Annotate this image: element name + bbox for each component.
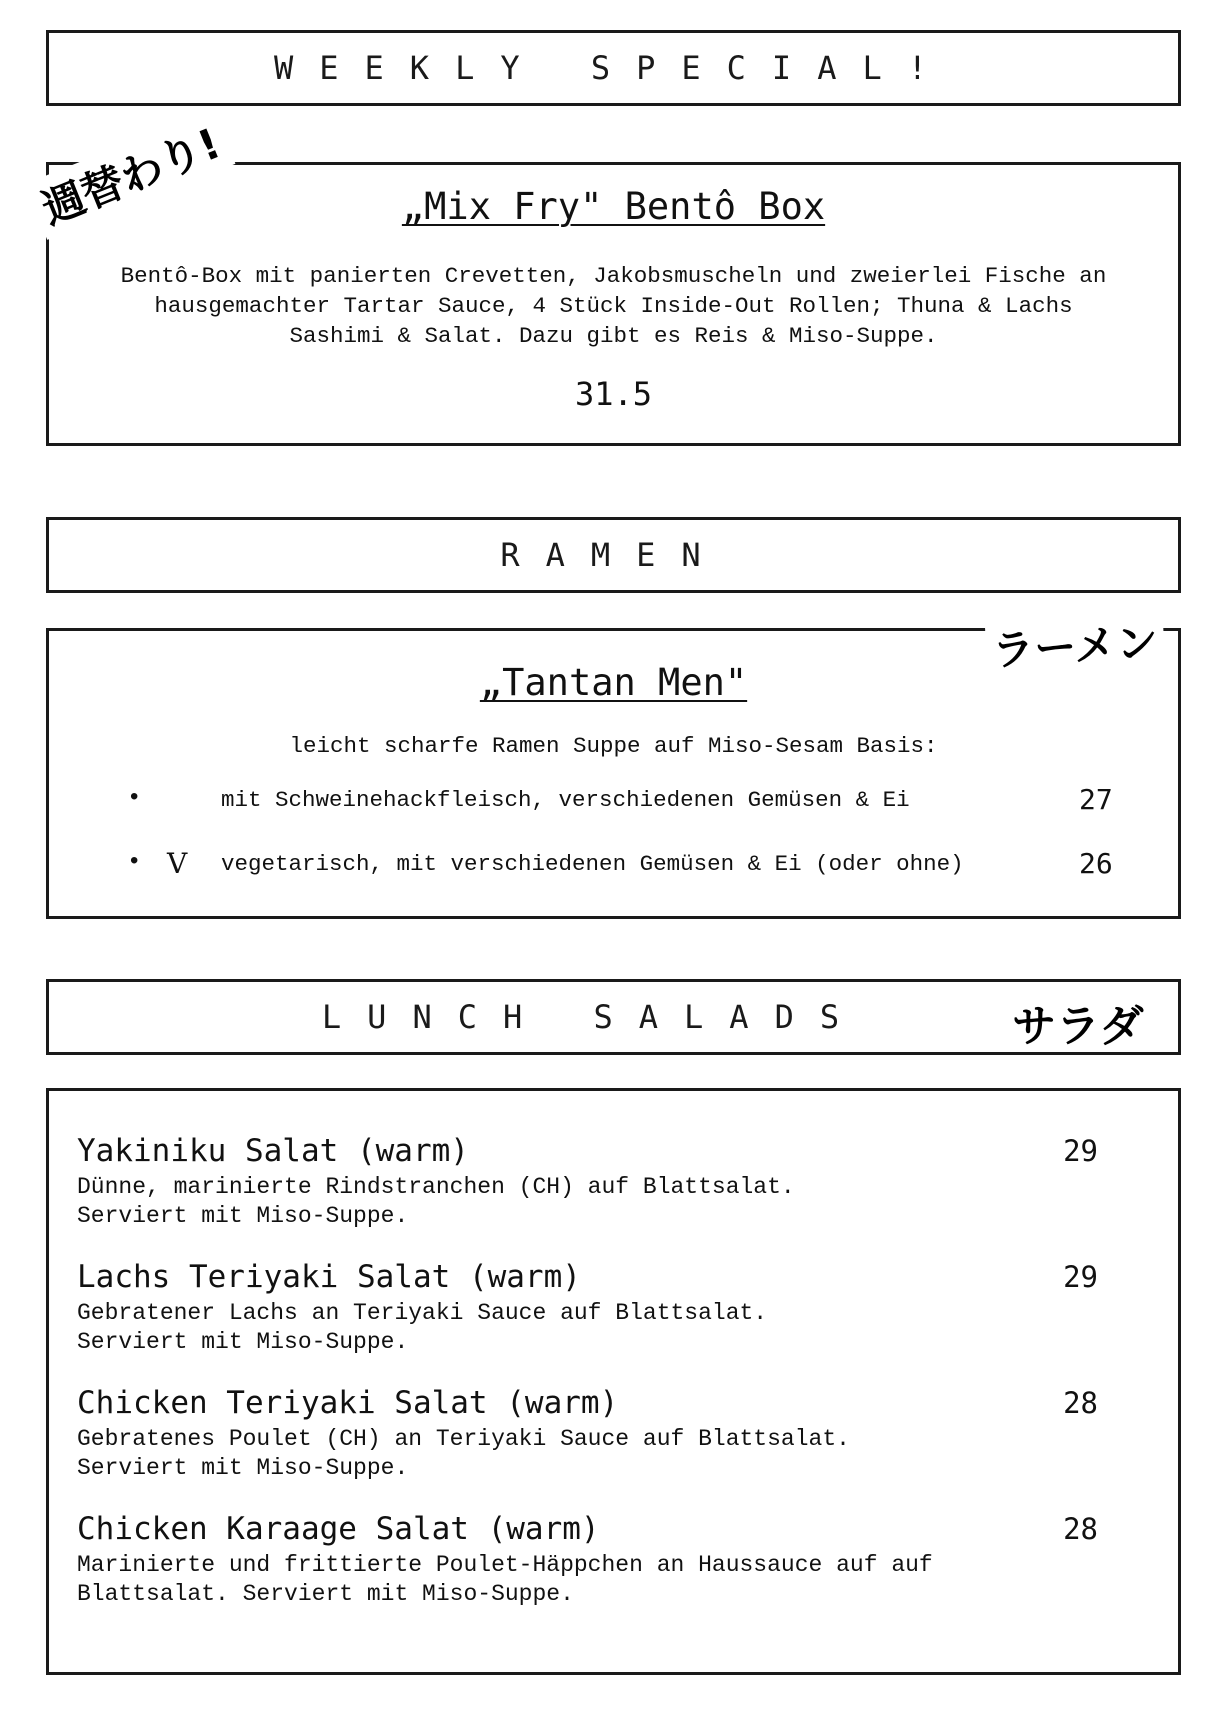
lunch-salads-heading: LUNCH SALADS <box>321 998 866 1036</box>
salad-description: Dünne, marinierte Rindstranchen (CH) auf Blattsalat. Serviert mit Miso-Suppe. <box>77 1174 795 1229</box>
bento-title: „Mix Fry" Bentô Box <box>401 185 826 228</box>
salad-price: 28 <box>1063 1386 1098 1420</box>
lunch-salads-banner <box>46 979 1181 1055</box>
bullet: • <box>127 849 142 876</box>
salad-price: 29 <box>1063 1260 1098 1294</box>
weekly-special-heading: WEEKLY SPECIAL! <box>274 49 953 87</box>
ramen-option-row <box>49 847 1178 887</box>
bento-description: Bentô-Box mit panierten Crevetten, Jakobsmuscheln und zweierlei Fische an hausgemachter Tartar Sauce, 4 Stück Inside-Out Rollen; Thuna & Lachs Sashimi & Salat. Dazu gibt es Reis & Miso-Suppe. <box>120 263 1107 349</box>
vegetarian-icon: V <box>167 847 188 880</box>
salad-description: Marinierte und frittierte Poulet-Häppchen an Haussauce auf auf Blattsalat. Serviert mit Miso-Suppe. <box>77 1552 933 1607</box>
salad-item <box>77 1383 1098 1483</box>
salad-name: Chicken Karaage Salat (warm) <box>77 1511 600 1547</box>
salad-name: Chicken Teriyaki Salat (warm) <box>77 1385 619 1421</box>
ramen-option-row <box>49 783 1178 823</box>
tantan-intro: leicht scharfe Ramen Suppe auf Miso-Sesam Basis: <box>289 733 938 759</box>
salad-name: Lachs Teriyaki Salat (warm) <box>77 1259 581 1295</box>
salad-item <box>77 1257 1098 1357</box>
weekly-special-banner <box>46 30 1181 106</box>
salad-name: Yakiniku Salat (warm) <box>77 1133 469 1169</box>
ramen-banner <box>46 517 1181 593</box>
ramen-option-price: 26 <box>1079 847 1113 880</box>
salads-jp-stamp: サラダ <box>1012 1001 1144 1052</box>
salad-description: Gebratener Lachs an Teriyaki Sauce auf Blattsalat. Serviert mit Miso-Suppe. <box>77 1300 768 1355</box>
ramen-heading: RAMEN <box>500 536 727 574</box>
salad-item <box>77 1131 1098 1231</box>
weekly-jp-stamp: 週替わり! <box>25 108 236 240</box>
ramen-option-text: vegetarisch, mit verschiedenen Gemüsen & Ei (oder ohne) <box>221 851 964 877</box>
salad-item <box>77 1509 1098 1609</box>
salad-price: 29 <box>1063 1134 1098 1168</box>
salads-card <box>46 1088 1181 1675</box>
weekly-special-card <box>46 162 1181 446</box>
ramen-option-price: 27 <box>1079 783 1113 816</box>
tantan-title: „Tantan Men" <box>479 661 748 704</box>
bullet: • <box>127 785 142 812</box>
salad-description: Gebratenes Poulet (CH) an Teriyaki Sauce auf Blattsalat. Serviert mit Miso-Suppe. <box>77 1426 850 1481</box>
ramen-option-text: mit Schweinehackfleisch, verschiedenen Gemüsen & Ei <box>221 787 910 813</box>
bento-price: 31.5 <box>574 375 653 413</box>
ramen-jp-stamp: ラーメン <box>985 609 1166 678</box>
salad-price: 28 <box>1063 1512 1098 1546</box>
